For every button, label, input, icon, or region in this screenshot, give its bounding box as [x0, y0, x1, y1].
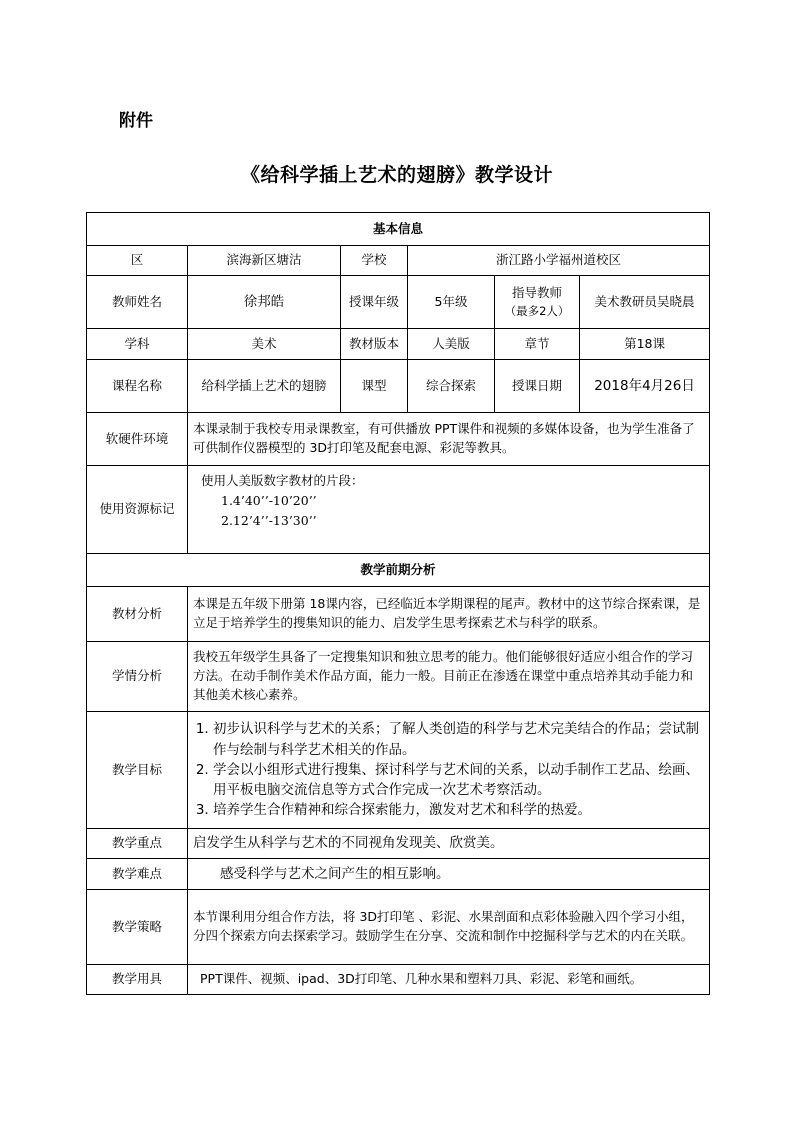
teacher-value: 徐邦皓: [188, 276, 341, 329]
goals-row: [87, 712, 710, 829]
date-value: 2018年4月26日: [580, 360, 710, 413]
env-row: [87, 413, 710, 466]
section-basic-row: [87, 213, 710, 246]
strategy-row: [87, 890, 710, 965]
document-title: 《给科学插上艺术的翅膀》教学设计: [240, 164, 553, 186]
grade-label: 授课年级: [341, 276, 408, 329]
difficult-value: 感受科学与艺术之间产生的相互影响。: [188, 859, 710, 890]
goals-list: [193, 719, 704, 820]
key-row: [87, 829, 710, 859]
subject-value: 美术: [188, 329, 341, 360]
type-value: 综合探索: [408, 360, 495, 413]
goal-item: 2. 学会以小组形式进行搜集、探讨科学与艺术间的关系，以动手制作工艺品、绘画、用平板电脑交流信息等方式合作完成一次艺术考察活动。: [213, 760, 704, 801]
lesson-design-table: [86, 212, 710, 995]
resource-row: [87, 466, 710, 554]
subject-row: [87, 329, 710, 360]
goal-item: 3. 培养学生合作精神和综合探索能力，激发对艺术和科学的热爱。: [213, 800, 704, 820]
student-value: 我校五年级学生具备了一定搜集知识和独立思考的能力。他们能够很好适应小组合作的学习方法。在动手制作美术作品方面，能力一般。目前正在渗透在课堂中重点培养其动手能力和其他美术核心素养。: [188, 642, 710, 712]
tools-value: PPT课件、视频、ipad、3D打印笔、几种水果和塑料刀具、彩泥、彩笔和画纸。: [188, 965, 710, 995]
resource-cell: [188, 466, 710, 554]
resource-label: 使用资源标记: [87, 466, 188, 554]
resource-segment-2: 2.12’4’’-13’30’’: [221, 513, 317, 528]
mentor-label: 指导教师: [511, 285, 562, 300]
chapter-label: 章节: [495, 329, 580, 360]
goals-cell: [188, 712, 710, 829]
key-value: 启发学生从科学与艺术的不同视角发现美、欣赏美。: [188, 829, 710, 859]
student-label: 学情分析: [87, 642, 188, 712]
material-label: 教材分析: [87, 587, 188, 642]
mentor-value: 美术教研员吴晓晨: [580, 276, 710, 329]
school-label: 学校: [341, 246, 408, 276]
goals-label: 教学目标: [87, 712, 188, 829]
material-value: 本课是五年级下册第 18课内容，已经临近本学期课程的尾声。教材中的这节综合探索课，是立足于培养学生的搜集知识的能力、启发学生思考探索艺术与科学的联系。: [188, 587, 710, 642]
section-analysis-heading: 教学前期分析: [87, 554, 710, 587]
teacher-label: 教师姓名: [87, 276, 188, 329]
difficult-label: 教学难点: [87, 859, 188, 890]
strategy-value: 本节课利用分组合作方法，将 3D打印笔 、彩泥、水果剖面和点彩体验融入四个学习小组，分四个探索方向去探索学习。鼓励学生在分享、交流和制作中挖掘科学与艺术的内在关联。: [188, 890, 710, 965]
edition-label: 教材版本: [341, 329, 408, 360]
resource-intro: 使用人美版数字教材的片段：: [201, 473, 364, 488]
goal-item: 1. 初步认识科学与艺术的关系；了解人类创造的科学与艺术完美结合的作品；尝试制作与绘制与科学艺术相关的作品。: [213, 719, 704, 760]
env-value: 本课录制于我校专用录课教室，有可供播放 PPT课件和视频的多媒体设备，也为学生准备了可供制作仪器模型的 3D打印笔及配套电源、彩泥等教具。: [188, 413, 710, 466]
date-label: 授课日期: [495, 360, 580, 413]
course-row: [87, 360, 710, 413]
teacher-row: [87, 276, 710, 329]
chapter-value: 第18课: [580, 329, 710, 360]
course-label: 课程名称: [87, 360, 188, 413]
section-basic-heading: 基本信息: [87, 213, 710, 246]
resource-segment-1: 1.4’40’’-10’20’’: [221, 493, 317, 508]
type-label: 课型: [341, 360, 408, 413]
edition-value: 人美版: [408, 329, 495, 360]
grade-value: 5年级: [408, 276, 495, 329]
difficult-row: [87, 859, 710, 890]
school-value: 浙江路小学福州道校区: [408, 246, 710, 276]
region-row: [87, 246, 710, 276]
attachment-label: 附件: [119, 111, 153, 131]
tools-row: [87, 965, 710, 995]
subject-label: 学科: [87, 329, 188, 360]
mentor-note: （最多2人）: [504, 303, 570, 318]
region-label: 区: [87, 246, 188, 276]
key-label: 教学重点: [87, 829, 188, 859]
strategy-label: 教学策略: [87, 890, 188, 965]
section-analysis-row: [87, 554, 710, 587]
material-row: [87, 587, 710, 642]
course-value: 给科学插上艺术的翅膀: [188, 360, 341, 413]
tools-label: 教学用具: [87, 965, 188, 995]
env-label: 软硬件环境: [87, 413, 188, 466]
region-value: 滨海新区塘沽: [188, 246, 341, 276]
student-row: [87, 642, 710, 712]
mentor-label-cell: [495, 276, 580, 329]
